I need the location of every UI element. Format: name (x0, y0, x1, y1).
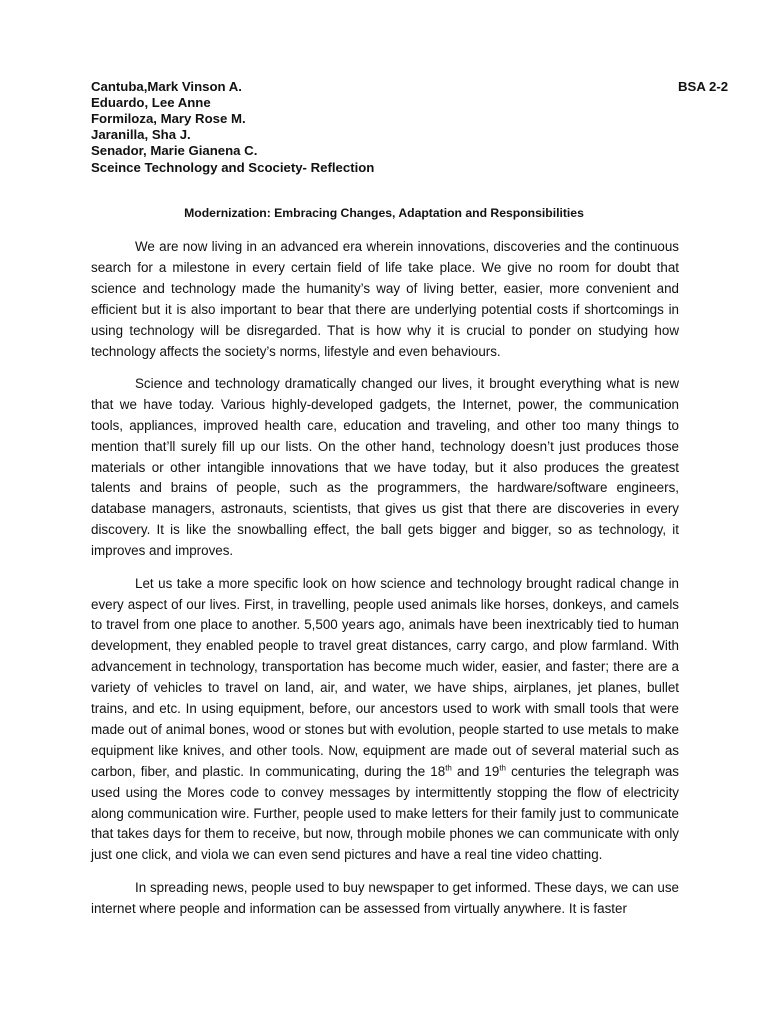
paragraph (91, 574, 679, 867)
author-name: Senador, Marie Gianena C. (91, 143, 258, 158)
section-label: BSA 2-2 (678, 79, 729, 94)
paragraph-text: Let us take a more specific look on how science and technology brought radical change in every aspect of our lives. First, in travelling, people used animals like horses, donkeys, and camels to travel from one place to another. 5,500 years ago, animals have been inextricably tied to human development, they enabled people to travel great distances, carry cargo, and plow farmland. With advancement in technology, transportation has become much wider, easier, and faster; there are a variety of vehicles to travel on land, air, and water, we have ships, airplanes, jet planes, bullet trains, and etc. In using equipment, before, our ancestors used to work with small tools that were made out of animal bones, wood or stones but with evolution, people started to use metals to make equipment like knives, and other tools. Now, equipment are made out of several material such as carbon, fiber, and plastic. In communicating, during the 18 (91, 575, 679, 779)
essay-body (91, 237, 679, 931)
author-row (91, 143, 651, 159)
author-name: Formiloza, Mary Rose M. (91, 111, 246, 126)
paragraph-text: and 19 (451, 763, 500, 779)
author-name: Cantuba,Mark Vinson A. (91, 79, 242, 94)
author-row (91, 95, 651, 111)
course-title: Sceince Technology and Scociety- Reflection (91, 160, 375, 175)
author-row (91, 79, 729, 95)
paragraph: Science and technology dramatically changed our lives, it brought everything what is new that we have today. Various highly-developed gadgets, the Internet, power, the communication tools, appliances, improved health care, education and traveling, and other too many things to mention that’ll surely fill up our lists. On the other hand, technology doesn’t just produces those materials or other intangible innovations that we have today, but it also produces the greatest talents and brains of people, such as the programmers, the hardware/software engineers, database managers, astronauts, scientists, that gives us gist that there are discoveries in every discovery. It is like the snowballing effect, the ball gets bigger and bigger, so as technology, it improves and improves. (91, 375, 679, 559)
superscript-th: th (499, 763, 506, 773)
paragraph: In spreading news, people used to buy newspaper to get informed. These days, we can use internet where people and information can be assessed from virtually anywhere. It is faster (91, 879, 679, 916)
author-list (91, 79, 729, 159)
paragraph: We are now living in an advanced era wherein innovations, discoveries and the continuous search for a milestone in every certain field of life take place. We give no room for doubt that science and technology made the humanity’s way of living better, easier, more convenient and efficient but it is also important to bear that there are underlying potential costs if shortcomings in using technology will be disregarded. That is how why it is crucial to ponder on studying how technology affects the society’s norms, lifestyle and even behaviours. (91, 239, 679, 359)
essay-title: Modernization: Embracing Changes, Adaptation and Responsibilities (184, 206, 584, 220)
author-row (91, 111, 651, 127)
superscript-th: th (445, 763, 452, 773)
author-name: Jaranilla, Sha J. (91, 127, 191, 142)
paragraph-text: centuries the telegraph was used using the Mores code to convey messages by intermittently stopping the flow of electricity along communication wire. Further, people used to make letters for their family just to communicate that takes days for them to receive, but now, through mobile phones we can communicate with only just one click, and viola we can even send pictures and have a real tine video chatting. (91, 763, 680, 863)
author-row (91, 127, 651, 143)
author-name: Eduardo, Lee Anne (91, 95, 211, 110)
